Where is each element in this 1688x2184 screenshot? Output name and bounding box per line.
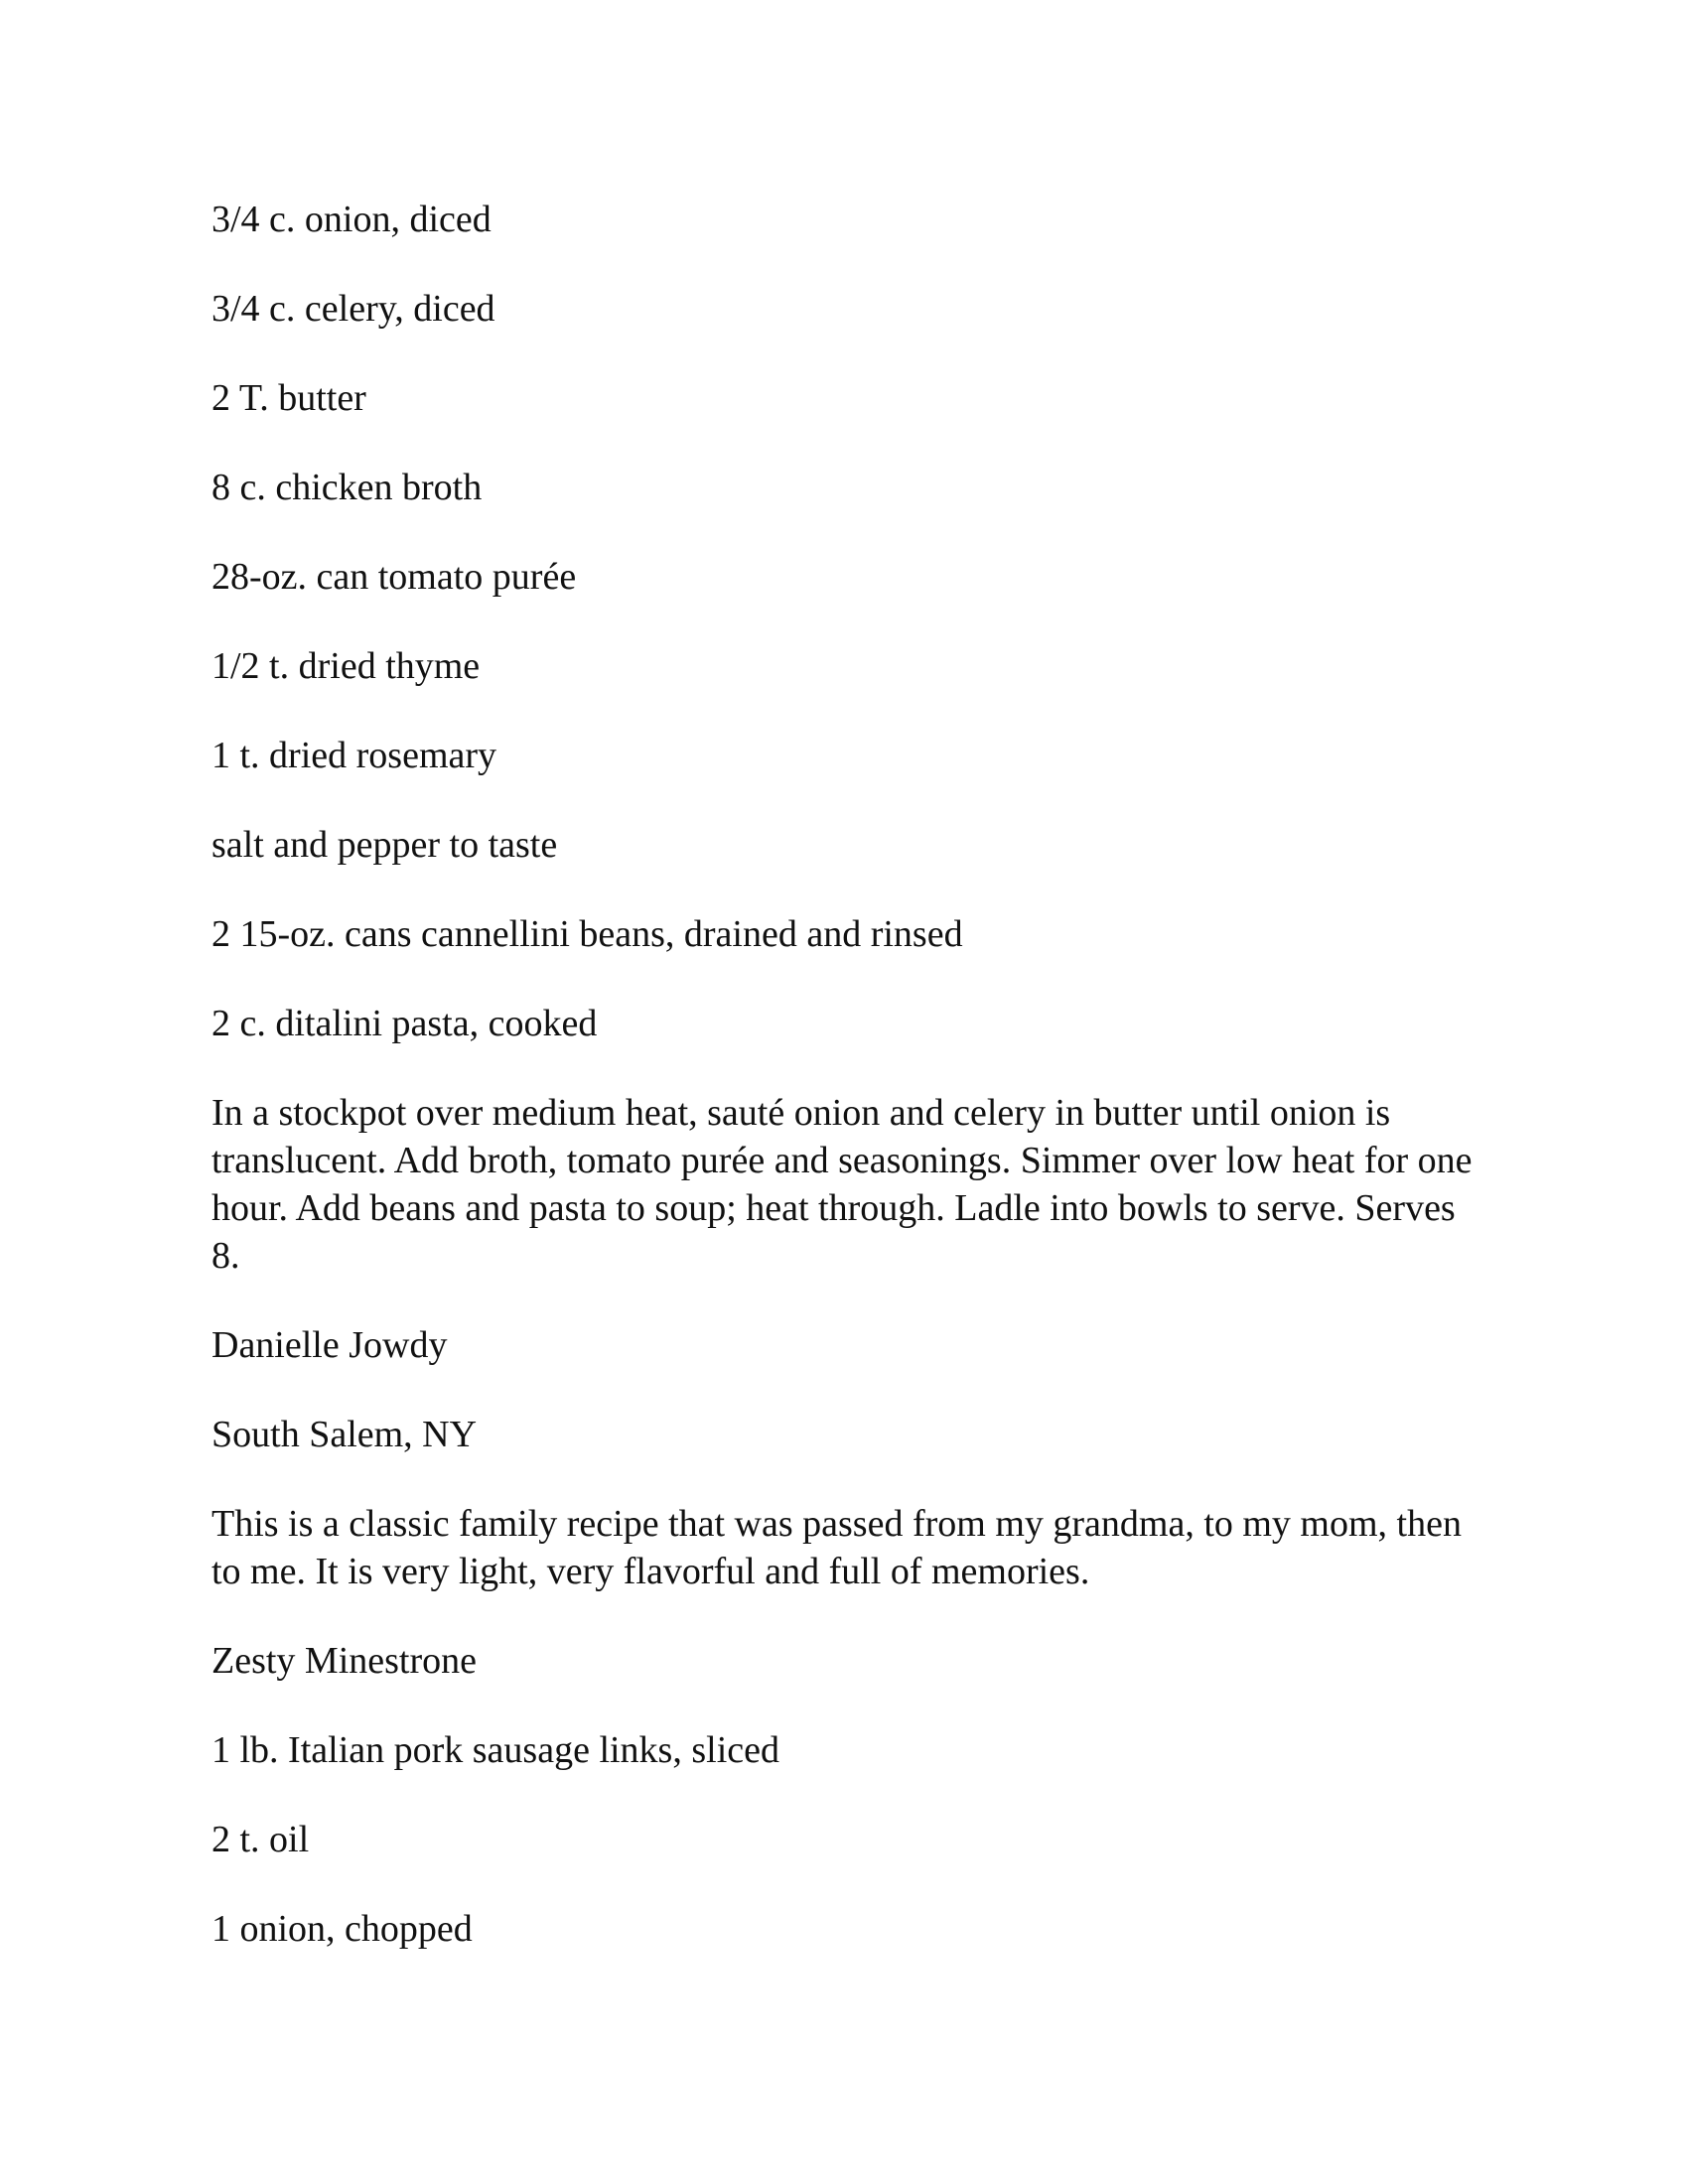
ingredient-line: 1 lb. Italian pork sausage links, sliced [211, 1729, 779, 1771]
ingredient-line: 3/4 c. celery, diced [211, 288, 495, 330]
author-location: South Salem, NY [211, 1414, 478, 1455]
recipe-content [211, 196, 1492, 1994]
ingredient-line: 1 onion, chopped [211, 1908, 473, 1950]
recipe-directions: In a stockpot over medium heat, sauté onion and celery in butter until onion is translucent. Add broth, tomato purée and seasonings. Simmer over low heat for one hour. Add beans and pasta to soup; heat through. Ladle into bowls to serve. Serves 8. [211, 1092, 1473, 1277]
recipe-note: This is a classic family recipe that was passed from my grandma, to my mom, then to me. It is very light, very flavorful and full of memories. [211, 1503, 1462, 1592]
ingredient-line: 1 t. dried rosemary [211, 735, 497, 776]
recipe-title: Zesty Minestrone [211, 1640, 478, 1682]
ingredient-line: 28-oz. can tomato purée [211, 556, 577, 598]
ingredient-line: 8 c. chicken broth [211, 467, 483, 508]
ingredient-line: 2 t. oil [211, 1819, 310, 1860]
ingredient-line: 1/2 t. dried thyme [211, 645, 481, 687]
ingredient-line: 2 15-oz. cans cannellini beans, drained and rinsed [211, 913, 963, 955]
author-name: Danielle Jowdy [211, 1324, 448, 1366]
ingredient-line: 2 T. butter [211, 377, 366, 419]
ingredient-line: salt and pepper to taste [211, 824, 558, 866]
ingredient-line: 2 c. ditalini pasta, cooked [211, 1003, 598, 1044]
ingredient-line: 3/4 c. onion, diced [211, 199, 492, 240]
